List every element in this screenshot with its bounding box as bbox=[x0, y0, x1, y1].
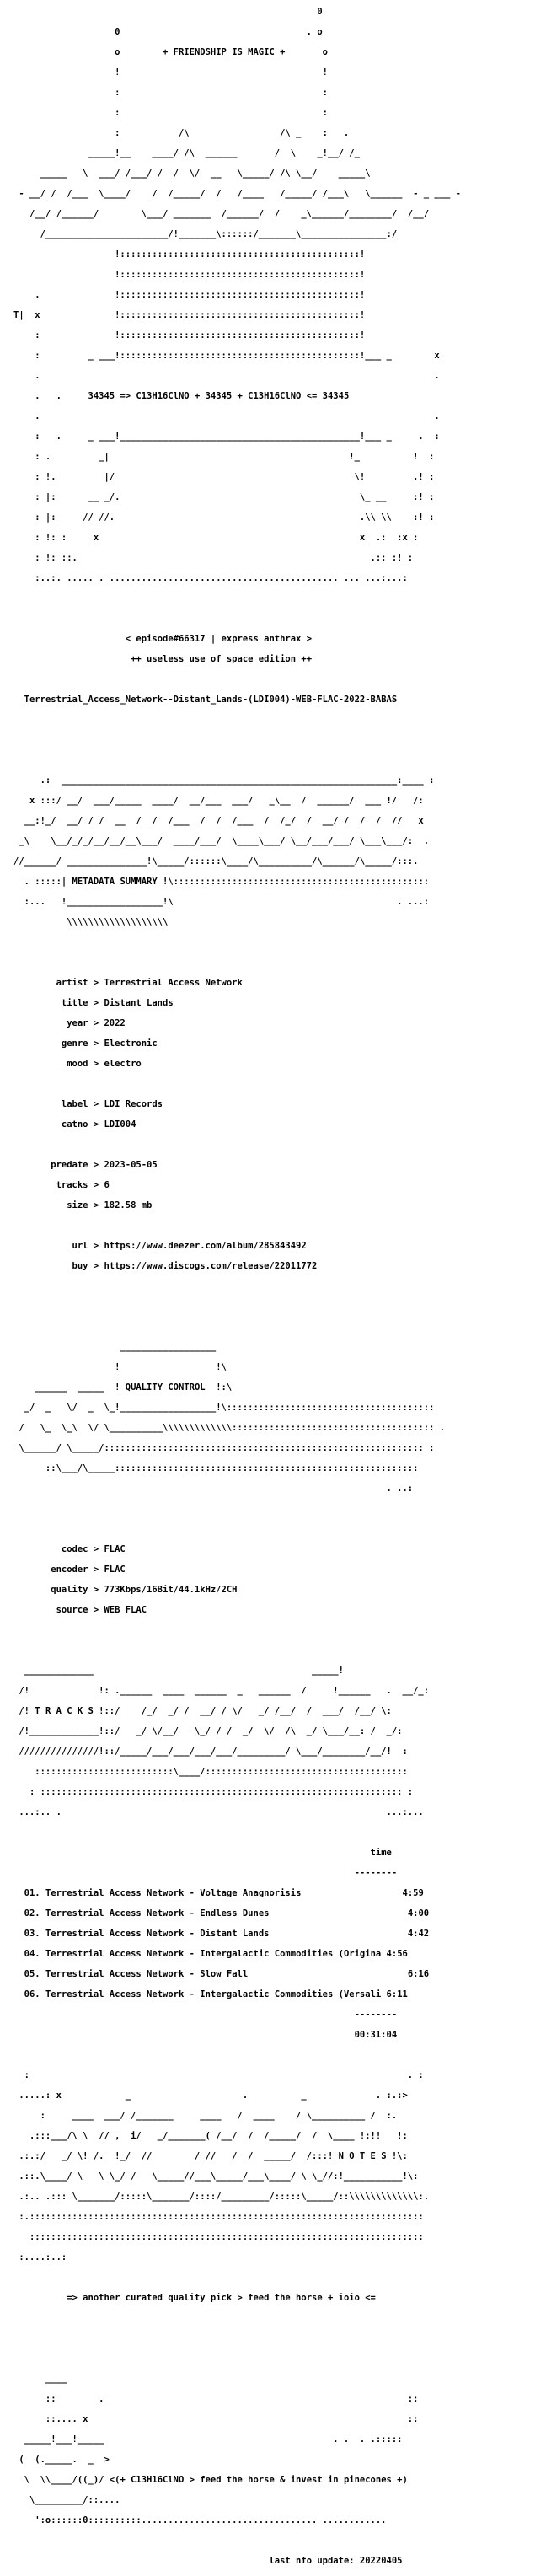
episode-line bbox=[13, 634, 461, 644]
tracks-header-rule: -------- bbox=[13, 1868, 398, 1878]
ascii-art: ...:.. . ...:... bbox=[13, 1807, 424, 1817]
metadata-year: year > 2022 bbox=[13, 1018, 126, 1028]
footer-slogan-line: \ \\____/((_)/ <(+ C13H16ClNO > feed the horse & invest in pinecones +) bbox=[13, 2475, 408, 2485]
ascii-art: : ____ ___/ /_______ ____ / ____ / \__________ / :. bbox=[13, 2111, 398, 2121]
ascii-art: : !:::::::::::::::::::::::::::::::::::::::::::::! bbox=[13, 330, 366, 341]
quality-source: source > WEB FLAC bbox=[13, 1605, 147, 1615]
ascii-art: . :::::| METADATA SUMMARY !\:::::::::::::::::::::::::::::::::::::::::::::::: bbox=[13, 877, 430, 887]
ascii-art: ::.... x :: bbox=[13, 2414, 419, 2424]
ascii-art: : !: ::. .:: :! : bbox=[13, 553, 414, 563]
ascii-art: . . 34345 => C13H16ClNO + 34345 + C13H16ClNO <= 34345 bbox=[13, 391, 350, 401]
ascii-art: //______/ _______________!\_____/::::::\____/\__________/\______/\_____/:::. bbox=[13, 856, 419, 867]
ascii-art: !:::::::::::::::::::::::::::::::::::::::::::::! bbox=[13, 250, 366, 260]
ascii-art: !:::::::::::::::::::::::::::::::::::::::::::::! bbox=[13, 270, 366, 280]
release-name: Terrestrial_Access_Network--Distant_Lands-(LDI004)-WEB-FLAC-2022-BABAS bbox=[24, 695, 398, 705]
metadata-mood: mood > electro bbox=[13, 1059, 142, 1069]
ascii-art: : . : bbox=[13, 2070, 424, 2080]
ascii-art: /__/ /______/ \___/ _______ /______/ / _\______/________/ /__/ bbox=[13, 209, 430, 219]
tracks-footer-rule: -------- bbox=[13, 2010, 398, 2020]
ascii-art: \\\\\\\\\\\\\\\\\\\ bbox=[13, 917, 169, 927]
ascii-art: ______ _____ ! QUALITY CONTROL !:\ bbox=[13, 1382, 233, 1393]
ascii-art: : . _ ___!_____________________________________________!___ _ . : bbox=[13, 432, 440, 442]
ascii-art: :... !__________________!\ . ...: bbox=[13, 897, 430, 907]
tracks-time-header: time bbox=[370, 1848, 392, 1858]
quality-quality: quality > 773Kbps/16Bit/44.1kHz/2CH bbox=[13, 1585, 238, 1595]
quality-codec: codec > FLAC bbox=[13, 1544, 126, 1554]
metadata-label: label > LDI Records bbox=[13, 1099, 163, 1109]
ascii-art: .::.\____/ \ \ \_/ / \_____//___\_____/___\____/ \ \_//:!___________!\: bbox=[13, 2171, 419, 2182]
buy-link[interactable]: https://www.discogs.com/release/22011772 bbox=[104, 1261, 318, 1271]
ascii-art: - __/ / /___ \____/ / /_____/ / /____ /_____/ /___\ \______ - _ ___ - bbox=[13, 189, 462, 199]
metadata-title-field: title > Distant Lands bbox=[13, 998, 174, 1008]
track-row: 06. Terrestrial Access Network - Intergalactic Commodities (Versali 6:11 bbox=[24, 1989, 408, 1999]
metadata-title: METADATA SUMMARY bbox=[72, 877, 158, 887]
tracks-total: 00:31:04 bbox=[354, 2030, 398, 2040]
ascii-art: . . bbox=[13, 371, 440, 381]
ascii-art: _/ _ \/ _ \_!__________________!\::::::::::::::::::::::::::::::::::::::: bbox=[13, 1403, 435, 1413]
ascii-art: : . _| !_ ! : bbox=[13, 452, 435, 462]
metadata-tracks: tracks > 6 bbox=[13, 1180, 110, 1190]
track-row: 02. Terrestrial Access Network - Endless Dunes 4:00 bbox=[24, 1908, 430, 1919]
ascii-art: ! ! bbox=[13, 67, 328, 78]
ascii-art: ::::::::::::::::::::::::::\____/:::::::::::::::::::::::::::::::::::::: bbox=[13, 1767, 408, 1777]
metadata-genre: genre > Electronic bbox=[13, 1038, 158, 1049]
episode-text: < episode#66317 | express anthrax > bbox=[125, 634, 313, 644]
ascii-art: : !. |/ \! .! : bbox=[13, 472, 435, 482]
metadata-url: url > https://www.deezer.com/album/285843492 bbox=[13, 1241, 307, 1251]
ascii-art: \______/ \_____/:::::::::::::::::::::::::::::::::::::::::::::::::::::::::::: : bbox=[13, 1443, 435, 1453]
ascii-art: :::::::::::::::::::::::::::::::::::::::::::::::::::::::::::::::::::::::::: bbox=[13, 2232, 424, 2242]
ascii-art: ____ bbox=[13, 2374, 67, 2384]
ascii-art: ///////////////!::/_____/___/___/___/___/_________/ \___/________/__/! : bbox=[13, 1747, 408, 1757]
ascii-art: _\ \__/_/_/__/__/__\___/ ____/___/ \____\___/ \__/___/___/ \___\___/: . bbox=[13, 836, 430, 846]
ascii-art: _____ \ ___/ /___/ / / \/ __ \_____/ /\ \__/ _____\ bbox=[13, 169, 371, 179]
ascii-art: / \_ \_\ \/ \__________\\\\\\\\\\\\\:::::::::::::::::::::::::::::::::::::: . bbox=[13, 1423, 446, 1433]
banner-text: + FRIENDSHIP IS MAGIC + bbox=[163, 47, 286, 57]
ascii-art: . . bbox=[13, 411, 440, 421]
ascii-art: __________________ bbox=[13, 1342, 217, 1352]
tracks-title: T R A C K S bbox=[35, 1706, 94, 1716]
ascii-art: .:.:/ _/ \! /. !_/ // / // / / _____/ /:::! N O T E S !\: bbox=[13, 2151, 408, 2161]
ascii-art: .:::___/\ \ // , i/ _/_______( /__/ / /_____/ / \____ !:!! !: bbox=[13, 2131, 408, 2141]
metadata-artist: artist > Terrestrial Access Network bbox=[13, 978, 243, 988]
ascii-art: /!_____________!::/ _/ \/__/ \_/ / / _/ \/ /\ _/ \___/__: / _/: bbox=[13, 1726, 403, 1736]
metadata-buy: buy > https://www.discogs.com/release/22011772 bbox=[13, 1261, 318, 1271]
ascii-art: : !: : x x .: :x : bbox=[13, 533, 419, 543]
ascii-art: ::\___/\_____::::::::::::::::::::::::::::::::::::::::::::::::::::::::: bbox=[13, 1463, 419, 1473]
quality-encoder: encoder > FLAC bbox=[13, 1564, 126, 1575]
last-update: last nfo update: 20220405 bbox=[269, 2556, 403, 2566]
metadata-catno: catno > LDI004 bbox=[13, 1119, 136, 1130]
ascii-art: x :::/ __/ ___/_____ ____/ __/___ ___/ _\__ / ______/ ___ !/ /: bbox=[13, 796, 424, 806]
metadata-predate: predate > 2023-05-05 bbox=[13, 1160, 158, 1170]
track-row: 03. Terrestrial Access Network - Distant Lands 4:42 bbox=[24, 1929, 430, 1939]
edition-line bbox=[13, 654, 461, 664]
url-link[interactable]: https://www.deezer.com/album/285843492 bbox=[104, 1241, 307, 1251]
ascii-art: :..:. ..... . ........................................... ... ...:...: bbox=[13, 573, 408, 583]
ascii-art: /! !: .______ ____ ______ _ ______ / !______ . __/_: bbox=[13, 1686, 430, 1696]
ascii-art: .....: x _ . _ . :.:> bbox=[13, 2090, 408, 2101]
track-row: 01. Terrestrial Access Network - Voltage Anagnorisis 4:59 bbox=[24, 1888, 424, 1898]
track-row: 05. Terrestrial Access Network - Slow Fall 6:16 bbox=[24, 1969, 430, 1979]
ascii-art: _____!___!_____ . . . .::::: bbox=[13, 2434, 403, 2445]
metadata-size: size > 182.58 mb bbox=[13, 1200, 153, 1210]
notes-text: => another curated quality pick > feed the horse + ioio <= bbox=[67, 2293, 376, 2303]
ascii-art: /_______________________/!_______\::::::/_______\________________:/ bbox=[13, 229, 398, 239]
quality-title: QUALITY CONTROL bbox=[125, 1382, 206, 1393]
track-row: 04. Terrestrial Access Network - Intergalactic Commodities (Origina 4:56 bbox=[24, 1949, 408, 1959]
ascii-art: : : bbox=[13, 88, 328, 98]
nfo-document bbox=[13, 7, 461, 2576]
ascii-art: _____!__ ____/ /\ ______ / \ _!__/ /_ bbox=[13, 148, 360, 158]
ascii-art: :....:..: bbox=[13, 2252, 67, 2262]
ascii-art: \_________/::.... bbox=[13, 2495, 120, 2505]
release-name-line bbox=[13, 695, 461, 705]
ascii-art: ( (._____. _ > bbox=[13, 2455, 110, 2465]
ascii-art: . !:::::::::::::::::::::::::::::::::::::::::::::! bbox=[13, 290, 366, 300]
ascii-art: :.:::::::::::::::::::::::::::::::::::::::::::::::::::::::::::::::::::::::::: bbox=[13, 2212, 424, 2222]
ascii-art: _____________ _____! bbox=[13, 1666, 344, 1676]
ascii-art: /! T R A C K S !::/ /_/ _/ / __/ / \/ _/ /__/ / ___/ /__/ \: bbox=[13, 1706, 392, 1716]
ascii-art: : : bbox=[13, 108, 328, 118]
ascii-art: ':o::::::0::::::::::................................. ............ bbox=[13, 2515, 387, 2525]
ascii-art: . ..: bbox=[13, 1484, 414, 1494]
ascii-art: : :::::::::::::::::::::::::::::::::::::::::::::::::::::::::::::::::::: : bbox=[13, 1787, 414, 1797]
notes-text-line bbox=[13, 2293, 461, 2303]
notes-title: N O T E S bbox=[338, 2151, 387, 2161]
footer-slogan: <(+ C13H16ClNO > feed the horse & invest in pinecones +) bbox=[109, 2475, 408, 2485]
ascii-art: .: _______________________________________________________________:____ : bbox=[13, 775, 435, 786]
ascii-art: T| x !:::::::::::::::::::::::::::::::::::::::::::::! bbox=[13, 310, 366, 320]
ascii-art: :: . :: bbox=[13, 2394, 419, 2404]
ascii-art: .:.. .::: \_______/:::::\_______/::::/_________/:::::\_____/::\\\\\\\\\\\\\:. bbox=[13, 2192, 430, 2202]
ascii-art: : _ ___!:::::::::::::::::::::::::::::::::::::::::::::!___ _ x bbox=[13, 351, 440, 361]
ascii-art: : |: // //. .\\ \\ :! : bbox=[13, 513, 435, 523]
ascii-art: ! !\ bbox=[13, 1362, 227, 1372]
ascii-art: 0 bbox=[13, 7, 323, 17]
formula-line: 34345 => C13H16ClNO + 34345 + C13H16ClNO <= 34345 bbox=[88, 391, 350, 401]
ascii-art: o + FRIENDSHIP IS MAGIC + o bbox=[13, 47, 328, 57]
edition-text: ++ useless use of space edition ++ bbox=[131, 654, 313, 664]
last-update-line bbox=[13, 2556, 461, 2566]
ascii-art: 0 . o bbox=[13, 27, 323, 37]
ascii-art: __:!_/ __/ / / __ / / /___ / / /___ / /_/ / __/ / / / // x bbox=[13, 816, 424, 826]
ascii-art: : |: __ _/. \_ __ :! : bbox=[13, 492, 435, 502]
ascii-art: : /\ /\ _ : . bbox=[13, 128, 350, 138]
